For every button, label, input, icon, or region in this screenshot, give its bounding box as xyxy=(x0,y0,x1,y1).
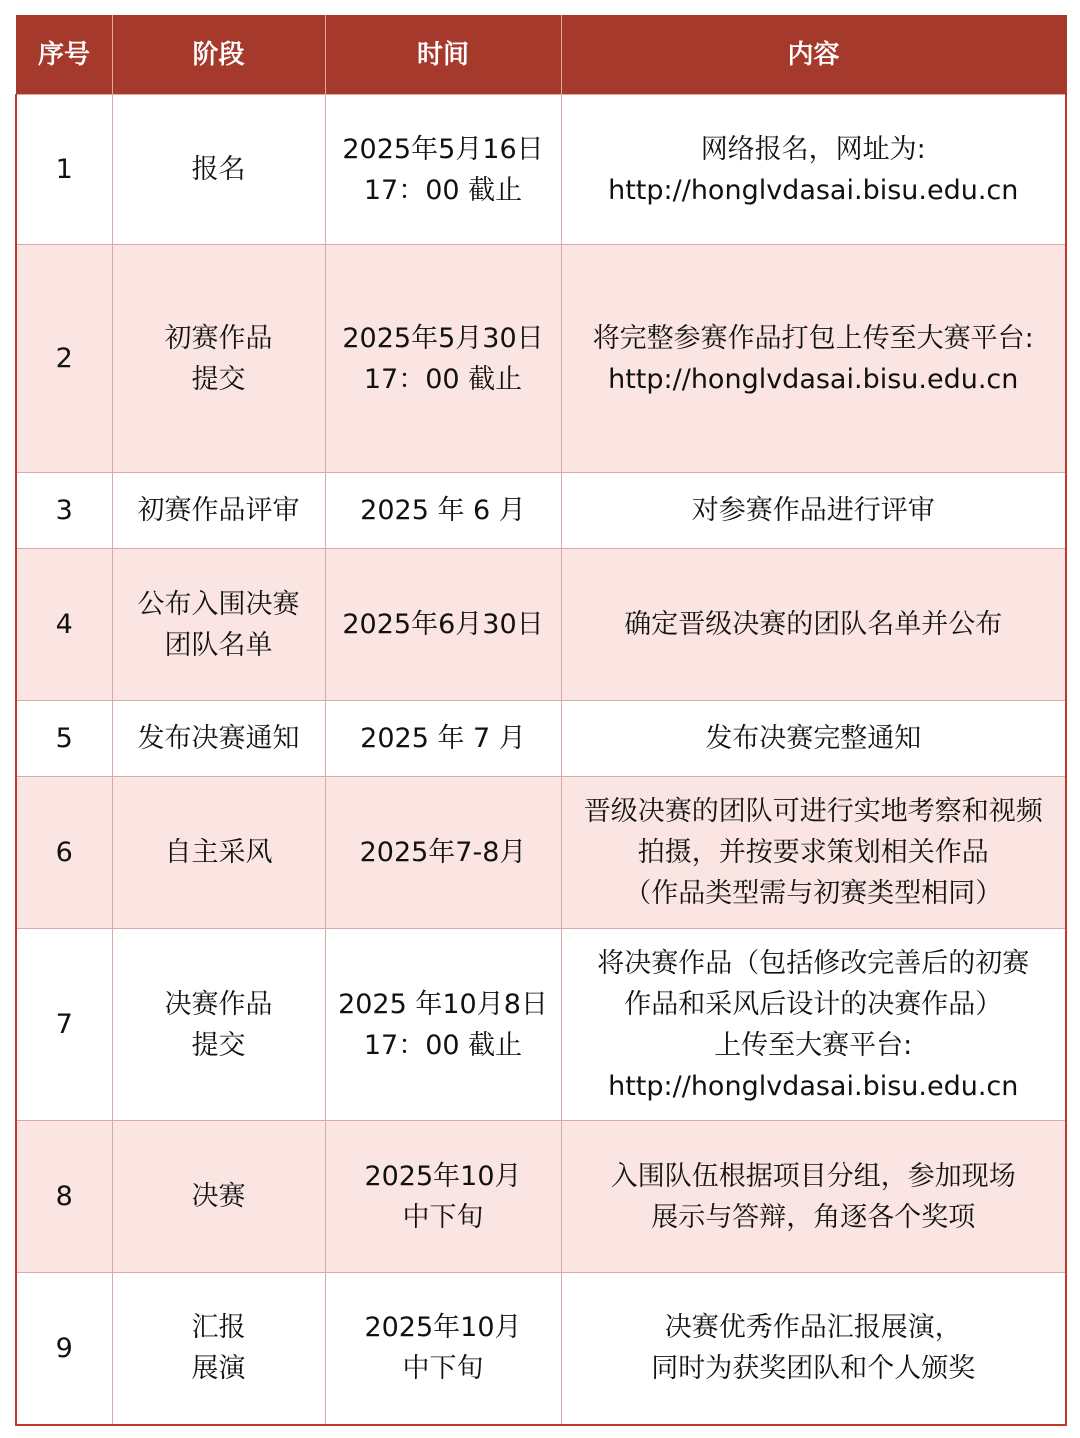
stage-line: 初赛作品评审 xyxy=(137,495,300,526)
content-line: 展示与答辩，角逐各个奖项 xyxy=(651,1201,976,1233)
cell-no: 7 xyxy=(16,929,112,1121)
table-row xyxy=(16,245,1066,473)
time-line: 中下旬 xyxy=(402,1353,484,1385)
cell-no: 9 xyxy=(16,1273,112,1425)
cell-no: 4 xyxy=(16,549,112,701)
time-line: 2025 年 6 月 xyxy=(360,495,526,526)
table-row xyxy=(16,701,1066,777)
time-line: 2025年5月30日 xyxy=(342,322,544,354)
header-no: 序号 xyxy=(16,16,112,95)
cell-time xyxy=(325,1121,561,1273)
cell-stage xyxy=(112,701,325,777)
stage-line: 初赛作品 xyxy=(164,322,273,354)
stage-line: 发布决赛通知 xyxy=(137,723,300,754)
content-line: 同时为获奖团队和个人颁奖 xyxy=(651,1353,976,1385)
schedule-table xyxy=(15,15,1067,1426)
cell-no: 6 xyxy=(16,777,112,929)
stage-line: 团队名单 xyxy=(164,629,273,661)
cell-stage xyxy=(112,777,325,929)
stage-line: 提交 xyxy=(191,363,246,395)
cell-content xyxy=(561,245,1066,473)
content-line: 上传至大赛平台: xyxy=(714,1029,913,1061)
cell-time xyxy=(325,929,561,1121)
time-line: 2025 年10月8日 xyxy=(338,988,548,1020)
table-row xyxy=(16,777,1066,929)
time-line: 17：00 截止 xyxy=(363,174,523,206)
cell-no: 1 xyxy=(16,95,112,245)
content-line: 作品和采风后设计的决赛作品） xyxy=(624,988,1003,1020)
table-row xyxy=(16,473,1066,549)
cell-stage xyxy=(112,473,325,549)
cell-time xyxy=(325,245,561,473)
content-line: 入围队伍根据项目分组，参加现场 xyxy=(610,1160,1016,1192)
content-line: 对参赛作品进行评审 xyxy=(691,495,935,526)
cell-time xyxy=(325,777,561,929)
table-body xyxy=(16,95,1066,1425)
table-row xyxy=(16,1273,1066,1425)
cell-stage xyxy=(112,549,325,701)
stage-line: 公布入围决赛 xyxy=(137,588,300,620)
time-line: 17：00 截止 xyxy=(363,363,523,395)
header-stage: 阶段 xyxy=(112,16,325,95)
cell-no: 5 xyxy=(16,701,112,777)
content-line: http://honglvdasai.bisu.edu.cn xyxy=(608,1070,1019,1102)
content-line: 确定晋级决赛的团队名单并公布 xyxy=(624,609,1003,640)
table-row xyxy=(16,95,1066,245)
table-row xyxy=(16,929,1066,1121)
header-row xyxy=(16,16,1066,95)
cell-no: 8 xyxy=(16,1121,112,1273)
cell-content xyxy=(561,1273,1066,1425)
stage-line: 汇报 xyxy=(191,1312,246,1344)
content-line: 拍摄，并按要求策划相关作品 xyxy=(637,837,989,868)
cell-time xyxy=(325,473,561,549)
table-row xyxy=(16,1121,1066,1273)
time-line: 2025年5月16日 xyxy=(342,133,544,165)
stage-line: 提交 xyxy=(191,1029,246,1061)
time-line: 2025年10月 xyxy=(364,1312,522,1344)
content-line: http://honglvdasai.bisu.edu.cn xyxy=(608,174,1019,206)
time-line: 2025年7-8月 xyxy=(359,837,527,868)
time-line: 2025 年 7 月 xyxy=(360,723,526,754)
stage-line: 自主采风 xyxy=(164,837,273,868)
time-line: 17：00 截止 xyxy=(363,1029,523,1061)
header-content: 内容 xyxy=(561,16,1066,95)
stage-line: 决赛作品 xyxy=(164,988,273,1020)
time-line: 2025年10月 xyxy=(364,1160,522,1192)
header-time: 时间 xyxy=(325,16,561,95)
cell-content xyxy=(561,549,1066,701)
cell-content xyxy=(561,929,1066,1121)
cell-stage xyxy=(112,1273,325,1425)
content-line: 将完整参赛作品打包上传至大赛平台: xyxy=(592,322,1034,354)
table-header xyxy=(16,16,1066,95)
cell-content xyxy=(561,701,1066,777)
content-line: http://honglvdasai.bisu.edu.cn xyxy=(608,363,1019,395)
content-line: 决赛优秀作品汇报展演， xyxy=(664,1312,962,1344)
table-row xyxy=(16,549,1066,701)
time-line: 中下旬 xyxy=(402,1201,484,1233)
stage-line: 报名 xyxy=(191,154,246,185)
cell-content xyxy=(561,777,1066,929)
cell-time xyxy=(325,95,561,245)
cell-stage xyxy=(112,929,325,1121)
cell-content xyxy=(561,1121,1066,1273)
content-line: 发布决赛完整通知 xyxy=(705,723,922,754)
cell-content xyxy=(561,95,1066,245)
content-line: 将决赛作品（包括修改完善后的初赛 xyxy=(597,947,1030,979)
cell-time xyxy=(325,701,561,777)
cell-stage xyxy=(112,95,325,245)
content-line: 网络报名，网址为: xyxy=(700,133,926,165)
cell-no: 3 xyxy=(16,473,112,549)
cell-time xyxy=(325,1273,561,1425)
cell-no: 2 xyxy=(16,245,112,473)
cell-stage xyxy=(112,1121,325,1273)
cell-time xyxy=(325,549,561,701)
stage-line: 决赛 xyxy=(191,1181,246,1212)
content-line: （作品类型需与初赛类型相同） xyxy=(624,878,1003,909)
cell-stage xyxy=(112,245,325,473)
cell-content xyxy=(561,473,1066,549)
time-line: 2025年6月30日 xyxy=(342,609,544,640)
content-line: 晋级决赛的团队可进行实地考察和视频 xyxy=(583,796,1043,827)
stage-line: 展演 xyxy=(191,1353,246,1385)
